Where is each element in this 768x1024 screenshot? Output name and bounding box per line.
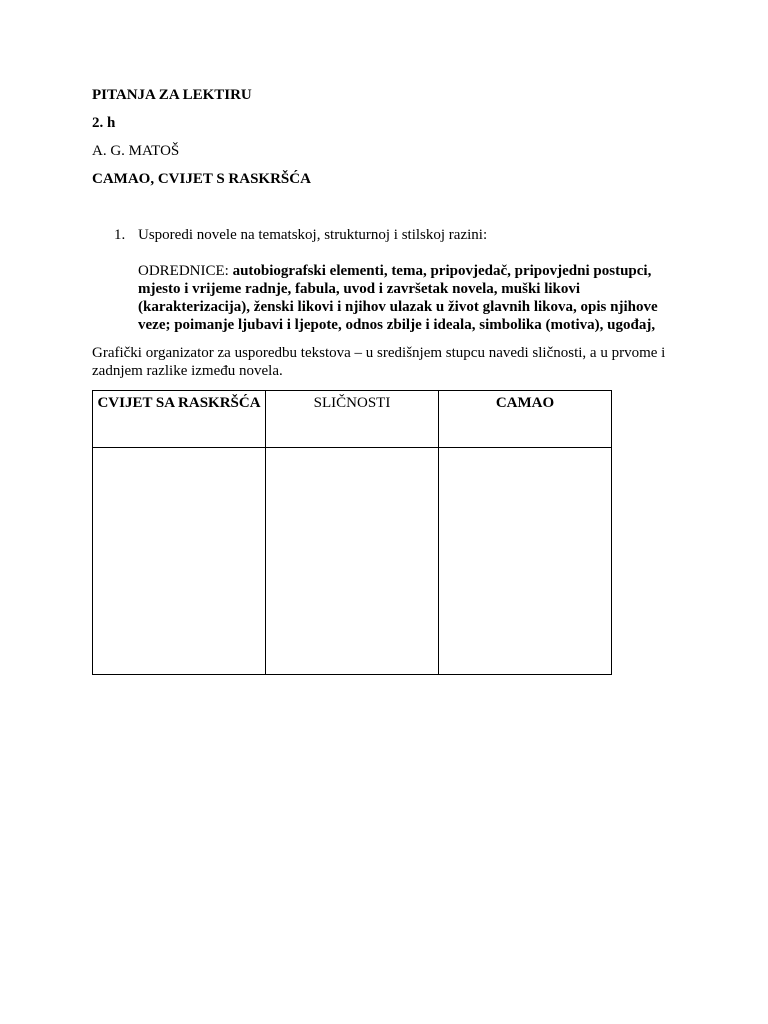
cell-camao-differences[interactable] xyxy=(439,448,612,675)
column-header-cvijet: CVIJET SA RASKRŠĆA xyxy=(93,391,266,448)
hints-label: ODREDNICE: xyxy=(138,263,233,279)
question-text: Usporedi novele na tematskoj, strukturnoj i stilskoj razini: xyxy=(138,227,488,243)
grade-label: 2. h xyxy=(92,115,116,131)
question-number: 1. xyxy=(114,227,126,243)
cell-similarities[interactable] xyxy=(266,448,439,675)
works-title: CAMAO, CVIJET S RASKRŠĆA xyxy=(92,171,311,187)
column-header-slicnosti: SLIČNOSTI xyxy=(266,391,439,448)
organizer-intro: Grafički organizator za usporedbu tekstova – u središnjem stupcu navedi sličnosti, a u prvome i zadnjem razlike između novela. xyxy=(92,345,666,379)
cell-cvijet-differences[interactable] xyxy=(93,448,266,675)
author-name: A. G. MATOŠ xyxy=(92,143,180,159)
hints-keywords: autobiografski elementi, tema, pripovjedač, pripovjedni postupci, mjesto i vrijeme radnje, fabula, uvod i završetak novela, muški likovi (karakterizacija), ženski likovi i njihov ulazak u život glavnih likova, opis njihove veze; poimanje ljubavi i ljepote, odnos zbilje i ideala, simbolika (motiva), ugođaj, xyxy=(138,263,658,333)
hints-paragraph xyxy=(138,262,683,334)
table-header-row xyxy=(93,391,612,448)
document-title: PITANJA ZA LEKTIRU xyxy=(92,87,252,103)
column-header-camao: CAMAO xyxy=(439,391,612,448)
table-row xyxy=(93,448,612,675)
comparison-table xyxy=(92,390,612,675)
